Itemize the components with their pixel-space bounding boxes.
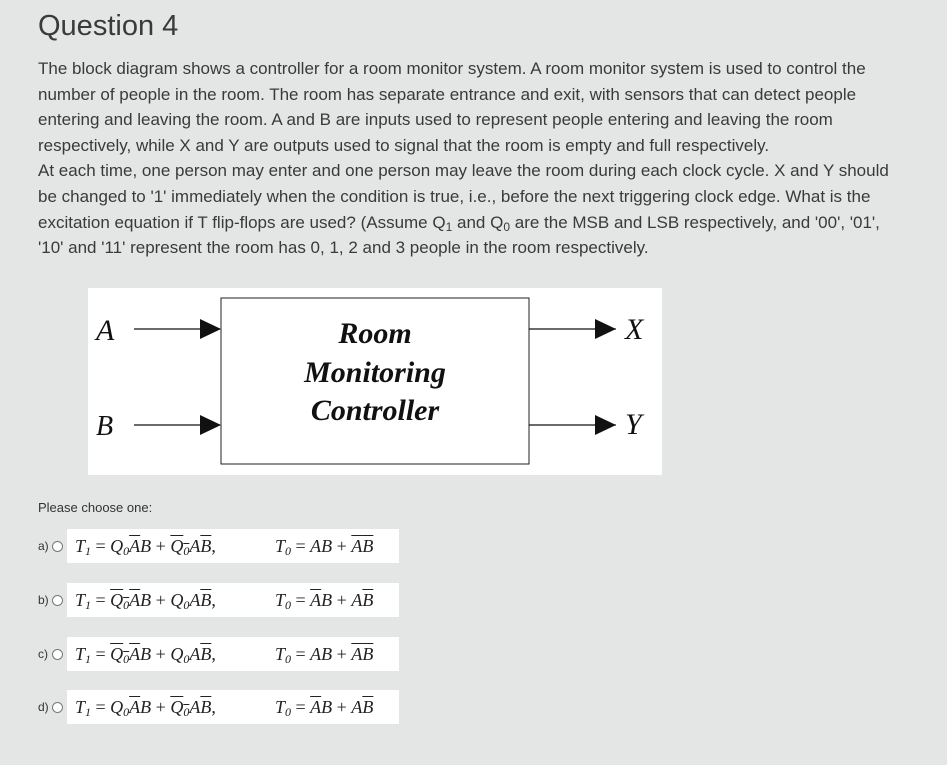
option-d-t0-equation: $T_0 = \overline{A}B + A\overline{B}$ — [275, 696, 374, 719]
option-b-t1-equation: $T_1 = Q_0\overline{A}B + Q_0A\overline{B}$, — [75, 589, 216, 612]
option-d-answer[interactable] — [67, 690, 399, 724]
option-d[interactable] — [38, 690, 399, 724]
output-x-label: X — [625, 313, 644, 346]
option-a-t1-equation: $T_1 = Q_0\overline{A}B + Q_0A\overline{B}$, — [75, 535, 216, 558]
block-label-line-1: Room — [338, 317, 412, 350]
option-c[interactable] — [38, 637, 399, 671]
block-diagram — [88, 288, 662, 475]
input-a-arrowhead — [200, 319, 221, 339]
option-b-letter: b) — [38, 593, 49, 607]
choose-prompt: Please choose one: — [38, 500, 153, 515]
option-c-answer[interactable] — [67, 637, 399, 671]
input-b-arrowhead — [200, 415, 221, 435]
block-label-line-3: Controller — [310, 394, 440, 427]
option-c-t1-equation: $T_1 = Q_0\overline{A}B + Q_0A\overline{B}$, — [75, 643, 216, 666]
input-b-label: B — [96, 411, 114, 442]
question-paragraph-1: The block diagram shows a controller for a room monitor system. A room monitor system is used to control the number of people in the room. The room has separate entrance and exit, with sensors that can detect people entering and leaving the room. A and B are inputs used to represent people entering and leaving the room respectively, while X and Y are outputs used to signal that the room is empty and full respectively. — [38, 59, 866, 155]
option-d-t1-equation: $T_1 = Q_0\overline{A}B + Q_0A\overline{B}$, — [75, 696, 216, 719]
output-x-arrowhead — [595, 319, 616, 339]
output-y-arrowhead — [595, 415, 616, 435]
option-c-radio[interactable] — [52, 649, 63, 660]
option-b-t0-equation: $T_0 = \overline{A}B + A\overline{B}$ — [275, 589, 374, 612]
option-b[interactable] — [38, 583, 399, 617]
option-d-letter: d) — [38, 700, 49, 714]
option-a-radio[interactable] — [52, 541, 63, 552]
input-a-label: A — [96, 314, 115, 347]
option-c-letter: c) — [38, 647, 48, 661]
option-d-radio[interactable] — [52, 702, 63, 713]
option-b-radio[interactable] — [52, 595, 63, 606]
question-paragraph-2: At each time, one person may enter and one person may leave the room during each clock cycle. X and Y should be changed to '1' immediately when the condition is true, i.e., before the next triggering clock edge. What is the excitation equation if T flip-flops are used? (Assume $Q_1$ and $Q_0$ are the MSB and LSB respectively, and '00', '01', '10' and '11' represent the room has 0, 1, 2 and 3 people in the room respectively. — [38, 161, 889, 258]
block-label-line-2: Monitoring — [304, 356, 446, 389]
question-text — [38, 56, 908, 261]
output-y-label: Y — [625, 408, 642, 441]
option-a-t0-equation: $T_0$ = AB + $\overline{A}\overline{B}$ — [275, 535, 374, 558]
option-a[interactable] — [38, 529, 399, 563]
option-a-letter: a) — [38, 539, 49, 553]
option-c-t0-equation: $T_0$ = AB + $\overline{A}\overline{B}$ — [275, 643, 374, 666]
option-b-answer[interactable] — [67, 583, 399, 617]
block-diagram-svg — [88, 288, 662, 475]
option-a-answer[interactable] — [67, 529, 399, 563]
question-title: Question 4 — [38, 10, 179, 42]
